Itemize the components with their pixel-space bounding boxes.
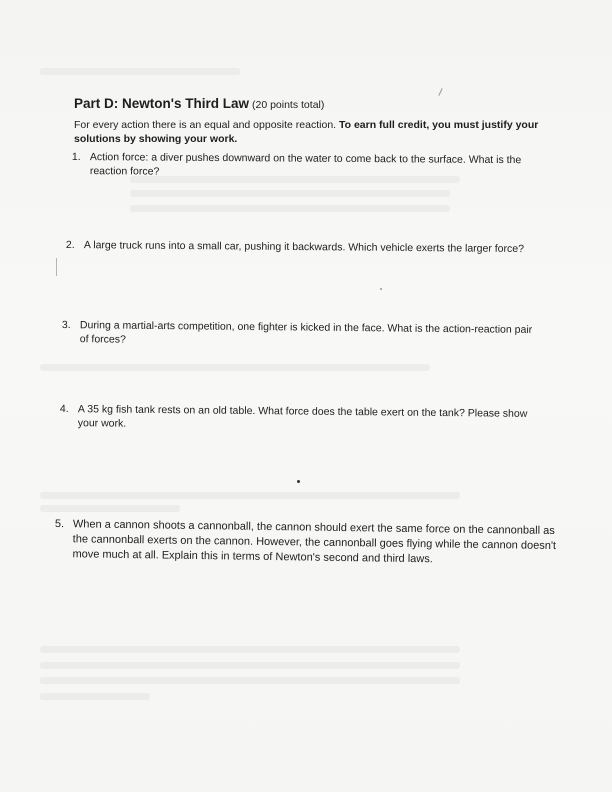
pencil-mark — [56, 258, 57, 276]
bleed-through-line — [40, 492, 460, 499]
question-text: A large truck runs into a small car, pushing it backwards. Which vehicle exerts the larger force? — [83, 239, 525, 255]
ink-speck — [380, 288, 382, 290]
question-text: During a martial-arts competition, one fighter is kicked in the face. What is the action-reaction pair of forces? — [79, 319, 533, 346]
intro-plain-text: For every action there is an equal and opposite reaction. — [74, 119, 339, 131]
bleed-through-line — [40, 364, 430, 371]
question-number: 3. — [61, 318, 71, 332]
question-1 — [72, 150, 542, 181]
question-number: 5. — [54, 517, 65, 531]
question-3 — [62, 318, 542, 351]
bleed-through-line — [130, 190, 450, 197]
question-2 — [66, 238, 576, 256]
question-text: Action force: a diver pushes downward on the water to come back to the surface. What is the reaction force? — [89, 151, 522, 178]
section-title — [74, 96, 324, 111]
section-points: (20 points total) — [251, 99, 325, 111]
section-intro — [74, 118, 564, 146]
question-text: When a cannon shoots a cannonball, the cannon should exert the same force on the cannonball as the cannonball exerts on the cannon. However, the cannonball goes flying while the cannon doesn't move much at all. Explain this in terms of Newton's second and third laws. — [72, 518, 557, 566]
pencil-mark — [438, 88, 442, 96]
bleed-through-line — [40, 677, 460, 684]
bleed-through-line — [40, 505, 180, 512]
question-number: 2. — [65, 238, 75, 252]
section-title-text: Part D: Newton's Third Law — [74, 96, 249, 111]
bleed-through-line — [40, 68, 240, 75]
bleed-through-line — [130, 205, 450, 212]
ink-speck — [297, 480, 300, 483]
intro-bold-text: To earn full credit, you must justify your solutions by showing your work. — [74, 119, 539, 145]
bleed-through-line — [40, 693, 150, 700]
question-number: 4. — [59, 402, 69, 416]
question-text: A 35 kg fish tank rests on an old table. What force does the table exert on the tank? Please show your work. — [77, 403, 528, 430]
bleed-through-line — [40, 646, 460, 653]
question-number: 1. — [71, 150, 81, 164]
question-5 — [54, 517, 560, 569]
bleed-through-line — [40, 662, 460, 669]
question-4 — [60, 402, 535, 435]
